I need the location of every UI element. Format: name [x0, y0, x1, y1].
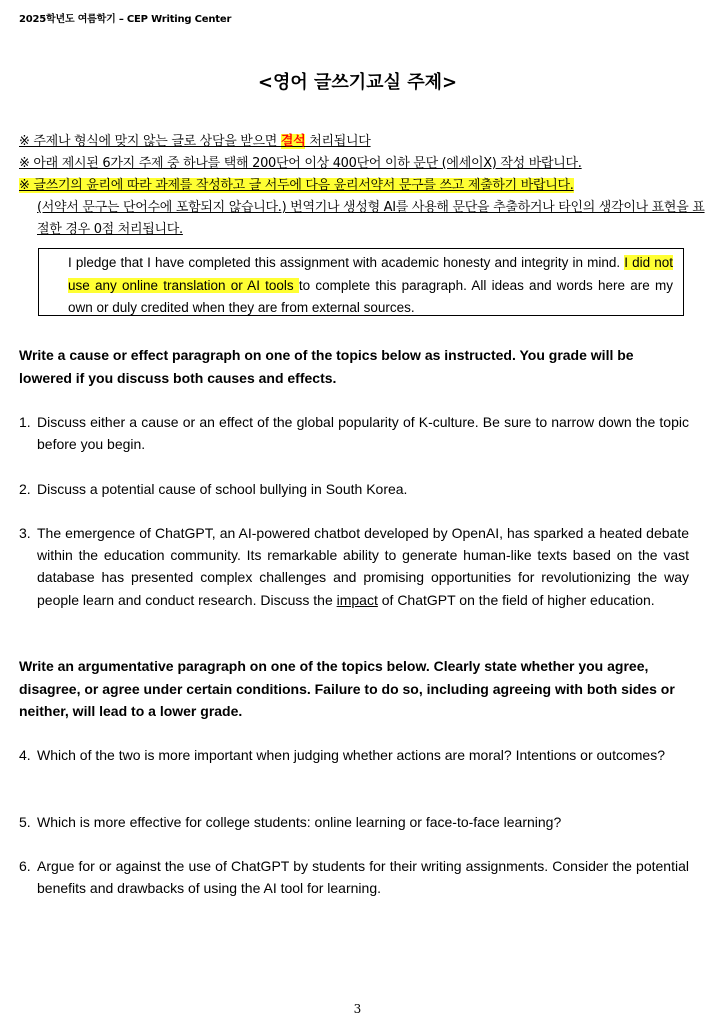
topic-3-text-after: of ChatGPT on the field of higher education. [377, 591, 655, 608]
topic-item-3 [19, 522, 689, 611]
topic-number: 4. [19, 747, 31, 763]
absence-highlight: 결석 [280, 134, 306, 149]
topic-text [37, 522, 689, 611]
notice-ethics-highlight: ※ 글쓰기의 윤리에 따라 과제를 작성하고 글 서두에 다음 윤리서약서 문구를 쓰고 제출하기 바랍니다. [19, 178, 574, 193]
section-cause-effect-instructions: Write a cause or effect paragraph on one of the topics below as instructed. You grade will be lowered if you discuss both causes and effects. [19, 347, 634, 386]
notice-ethics [19, 175, 705, 197]
section-argumentative-instructions: Write an argumentative paragraph on one of the topics below. Clearly state whether you agree, disagree, or agree under certain conditions. Failure to do so, including agreeing with both sides or neither, will lead to a lower grade. [19, 658, 675, 719]
topic-3-text-before: The emergence of ChatGPT, an AI-powered chatbot developed by OpenAI, has sparked a heated debate within the education community. Its remarkable ability to generate human-like texts based on the vast database has presented complex challenges and promising opportunities for revolutionizing the way people learn and conduct research. Discuss the [37, 525, 689, 608]
notice-absence-suffix: 처리됩니다 [305, 134, 371, 149]
topic-item-4 [19, 744, 689, 766]
topic-text: Argue for or against the use of ChatGPT by students for their writing assignments. Consider the potential benefits and drawbacks of using the AI tool for learning. [37, 858, 689, 897]
topic-3-underlined-word: impact [336, 591, 378, 608]
notice-topic-choice: ※ 아래 제시된 6가지 주제 중 하나를 택해 200단어 이상 400단어 이하 문단 (에세이X) 작성 바랍니다. [19, 156, 582, 171]
topic-number: 2. [19, 481, 31, 497]
topic-item-6 [19, 855, 689, 899]
pledge-text-2: to complete this paragraph. All ideas and words here are my own or duly credited when they are from external sources. [68, 277, 673, 315]
page-header: 2025학년도 여름학기 – CEP Writing Center [19, 14, 232, 25]
topic-item-2 [19, 478, 689, 500]
pledge-highlight: I did not use any online translation or AI tools [68, 255, 673, 293]
notice-ethics-continuation: (서약서 문구는 단어수에 포함되지 않습니다.) 번역기나 생성형 AI를 사용해 문단을 추출하거나 타인의 생각이나 표현을 표절한 경우 0점 처리됩니다. [37, 200, 705, 237]
topic-number: 1. [19, 414, 31, 430]
topic-item-1 [19, 411, 689, 455]
pledge-text-1: I pledge that I have completed this assignment with academic honesty and integrity in mind. [68, 255, 625, 270]
topic-text: Discuss either a cause or an effect of the global popularity of K-culture. Be sure to narrow down the topic before you begin. [37, 414, 689, 453]
page-number: 3 [353, 1002, 362, 1016]
topic-text: Discuss a potential cause of school bullying in South Korea. [37, 481, 408, 497]
page-title: <영어 글쓰기교실 주제> [257, 72, 458, 93]
topic-text: Which is more effective for college students: online learning or face-to-face learning? [37, 814, 562, 830]
topic-number: 6. [19, 858, 31, 874]
topic-item-5 [19, 811, 689, 833]
pledge-box [38, 248, 684, 316]
topic-text: Which of the two is more important when judging whether actions are moral? Intentions or outcomes? [37, 747, 665, 763]
notice-block [19, 131, 705, 241]
topic-number: 3. [19, 525, 31, 541]
topic-number: 5. [19, 814, 31, 830]
notice-absence-prefix: ※ 주제나 형식에 맞지 않는 글로 상담을 받으면 [19, 134, 281, 149]
notice-absence [19, 131, 705, 153]
